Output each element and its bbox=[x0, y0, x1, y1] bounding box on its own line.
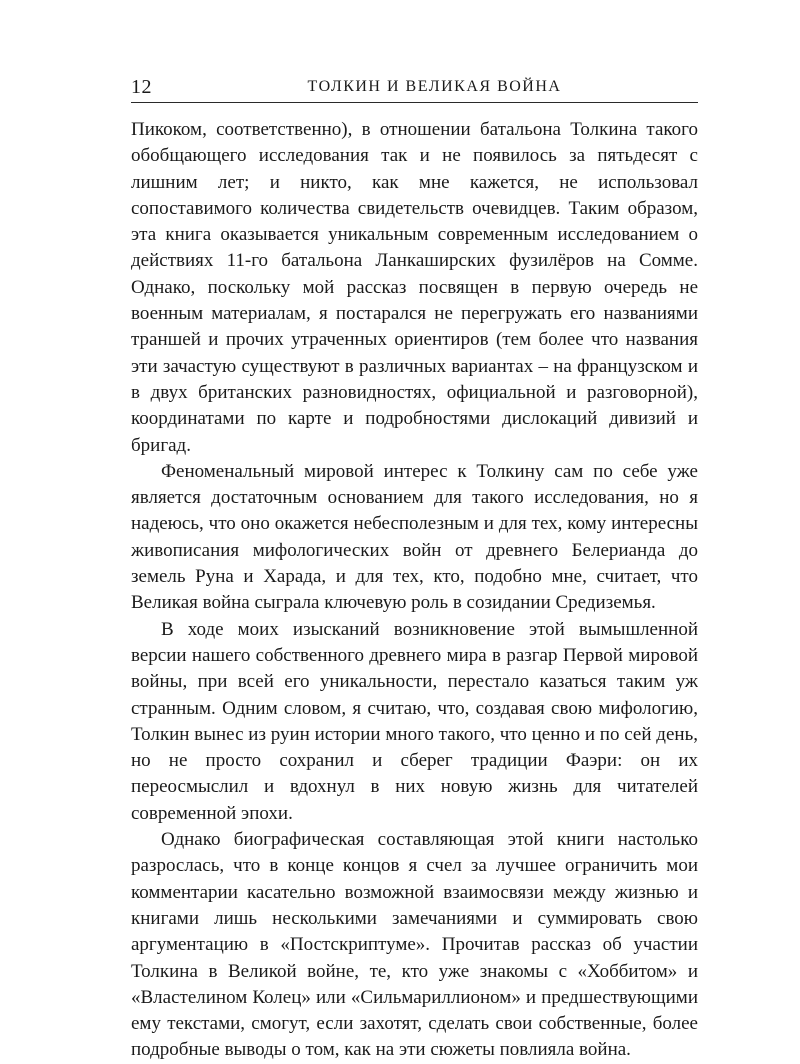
paragraph-2: Феноменальный мировой интерес к Толкину сам по себе уже является достаточным основанием для такого исследования, но я надеюсь, что оно окажется небесполезным и для тех, кому интересны живописания мифологических войн от древнего Белерианда до земель Руна и Харада, и для тех, кто, подобно мне, считает, что Великая война сыграла ключевую роль в созидании Средиземья. bbox=[131, 460, 698, 614]
body-text bbox=[131, 117, 698, 1064]
paragraph-3: В ходе моих изысканий возникновение этой вымышленной версии нашего собственного древнего мира в разгар Первой мировой войны, при всей его уникальности, перестало казаться таким уж странным. Одним словом, я считаю, что, создавая свою мифологию, Толкин вынес из руин истории много такого, что ценно и по сей день, но не просто сохранил и сберег традиции Фаэри: он их переосмыслил и вдохнул в них новую жизнь для читателей современной эпохи. bbox=[131, 618, 698, 824]
running-title: ТОЛКИН И ВЕЛИКАЯ ВОЙНА bbox=[307, 78, 562, 95]
paragraph-1: Пикоком, соответственно), в отношении батальона Толкина такого обобщающего исследования так и не появилось за пятьдесят с лишним лет; и никто, как мне кажется, не использовал сопоставимого количества свидетельств очевидцев. Таким образом, эта книга оказывается уникальным современным исследованием о действиях 11-го батальона Ланкаширских фузилёров на Сомме. Однако, поскольку мой рассказ посвящен в первую очередь не военным материалам, я постарался не перегружать его названиями траншей и прочих утраченных ориентиров (тем более что названия эти зачастую существуют в различных вариантах – на французском и в двух британских разновидностях, официальной и разговорной), координатами по карте и подробностями дислокаций дивизий и бригад. bbox=[131, 119, 698, 456]
header-rule bbox=[131, 102, 698, 103]
paragraph-4: Однако биографическая составляющая этой книги настолько разрослась, что в конце концов я счел за лучшее ограничить мои комментарии касательно возможной взаимосвязи между жизнью и книгами лишь несколькими замечаниями и суммировать свою аргументацию в «Постскриптуме». Прочитав рассказ об участии Толкина в Великой войне, те, кто уже знакомы с «Хоббитом» и «Властелином Колец» или «Сильмариллионом» и предшествующими ему текстами, смогут, если захотят, сделать свои собственные, более подробные выводы о том, как на эти сюжеты повлияла война. bbox=[131, 829, 698, 1061]
page-number: 12 bbox=[131, 76, 152, 98]
running-head bbox=[131, 72, 698, 102]
